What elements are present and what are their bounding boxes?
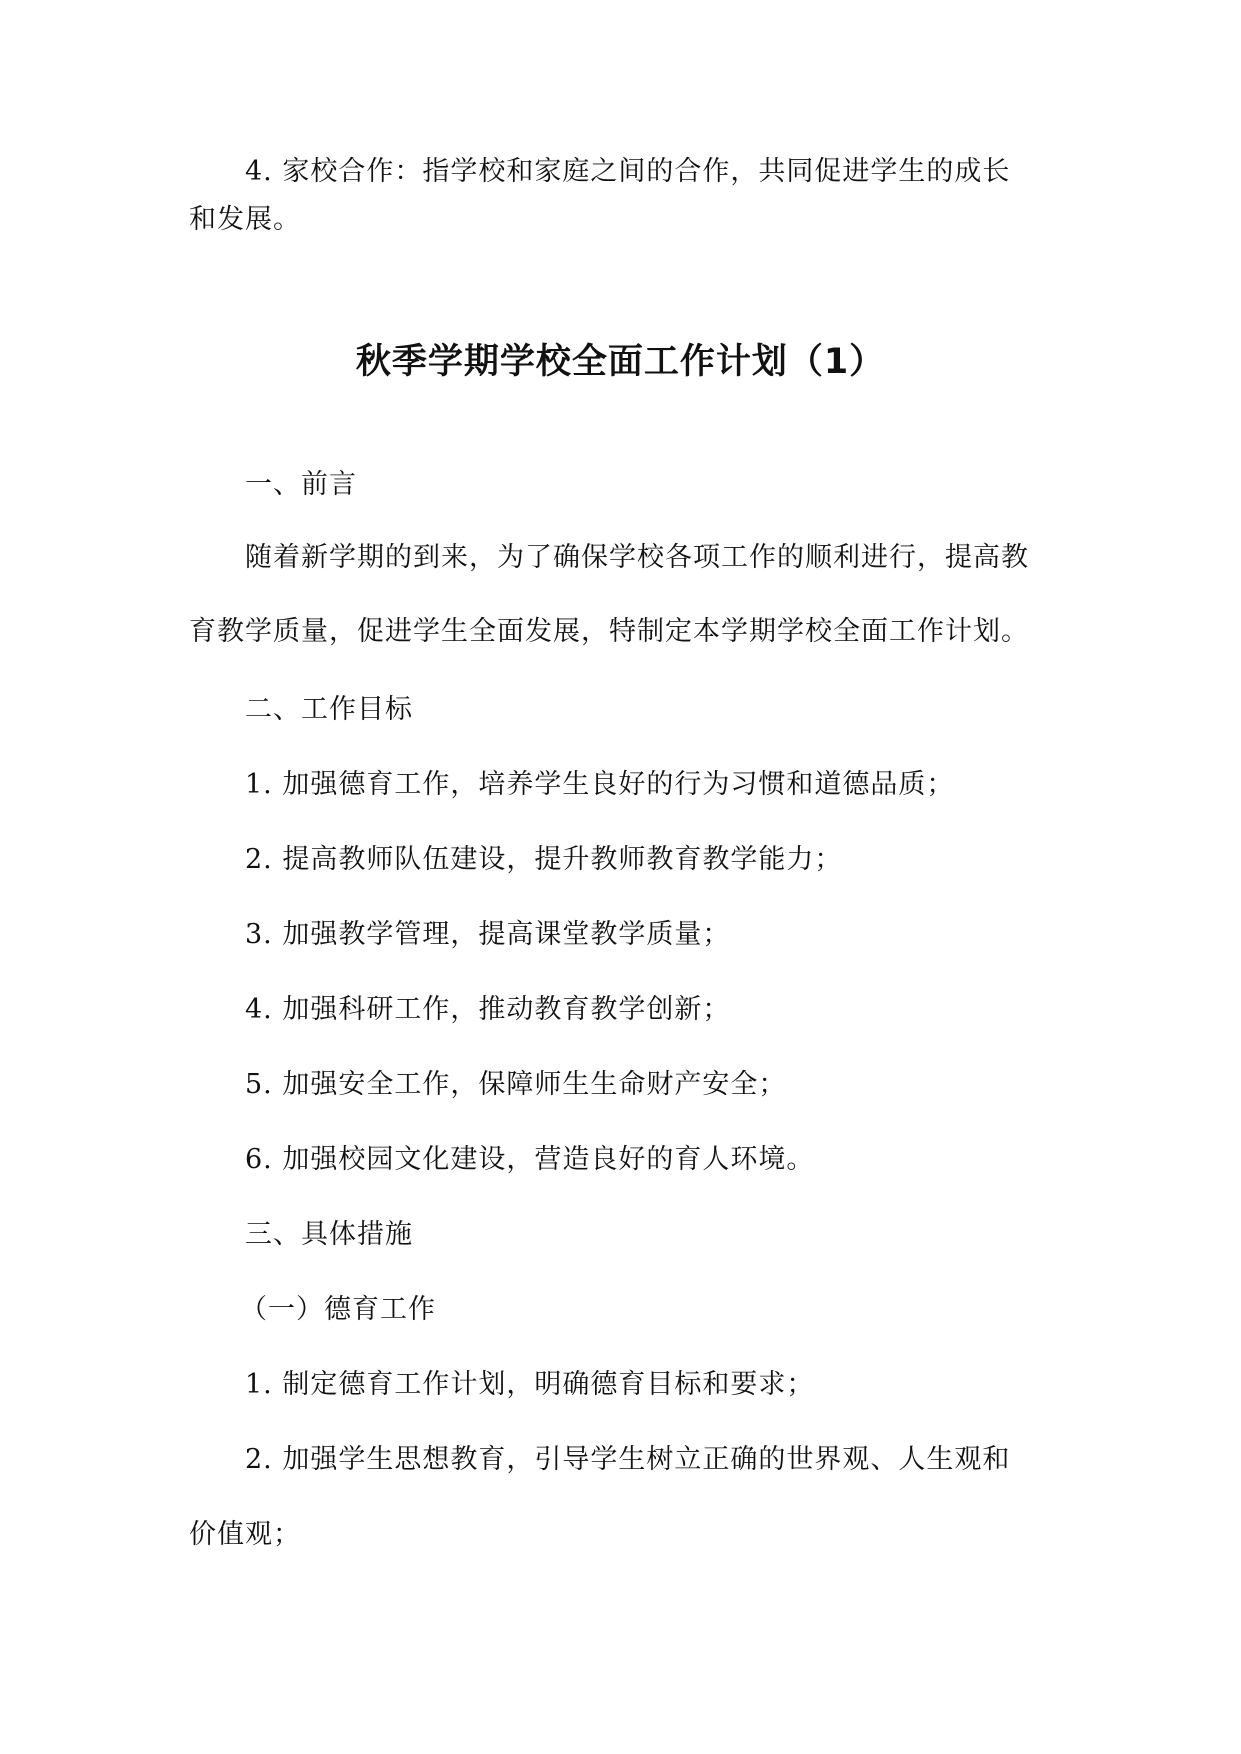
moral-education-heading: （一）德育工作 — [240, 1294, 436, 1325]
preface-heading: 一、前言 — [245, 469, 357, 500]
goal-item-6: 6. 加强校园文化建设，营造良好的育人环境。 — [245, 1144, 815, 1175]
goal-item-4: 4. 加强科研工作，推动教育教学创新； — [245, 994, 731, 1025]
goal-item-5: 5. 加强安全工作，保障师生生命财产安全； — [245, 1069, 787, 1100]
goal-item-2: 2. 提高教师队伍建设，提升教师教育教学能力； — [245, 844, 843, 875]
prev-item-4-line-1: 4. 家校合作：指学校和家庭之间的合作，共同促进学生的成长 — [245, 156, 1011, 187]
moral-item-2-line-1: 2. 加强学生思想教育，引导学生树立正确的世界观、人生观和 — [245, 1444, 1011, 1475]
measures-heading: 三、具体措施 — [245, 1219, 413, 1250]
goals-heading: 二、工作目标 — [245, 694, 413, 725]
preface-paragraph-line-2: 育教学质量，促进学生全面发展，特制定本学期学校全面工作计划。 — [189, 616, 1029, 647]
document-title: 秋季学期学校全面工作计划（1） — [355, 342, 886, 382]
goal-item-1: 1. 加强德育工作，培养学生良好的行为习惯和道德品质； — [245, 769, 955, 800]
moral-item-1: 1. 制定德育工作计划，明确德育目标和要求； — [245, 1369, 815, 1400]
moral-item-2-line-2: 价值观； — [189, 1519, 301, 1550]
preface-paragraph-line-1: 随着新学期的到来，为了确保学校各项工作的顺利进行，提高教 — [245, 542, 1029, 573]
goal-item-3: 3. 加强教学管理，提高课堂教学质量； — [245, 919, 731, 950]
prev-item-4-line-2: 和发展。 — [189, 204, 301, 235]
